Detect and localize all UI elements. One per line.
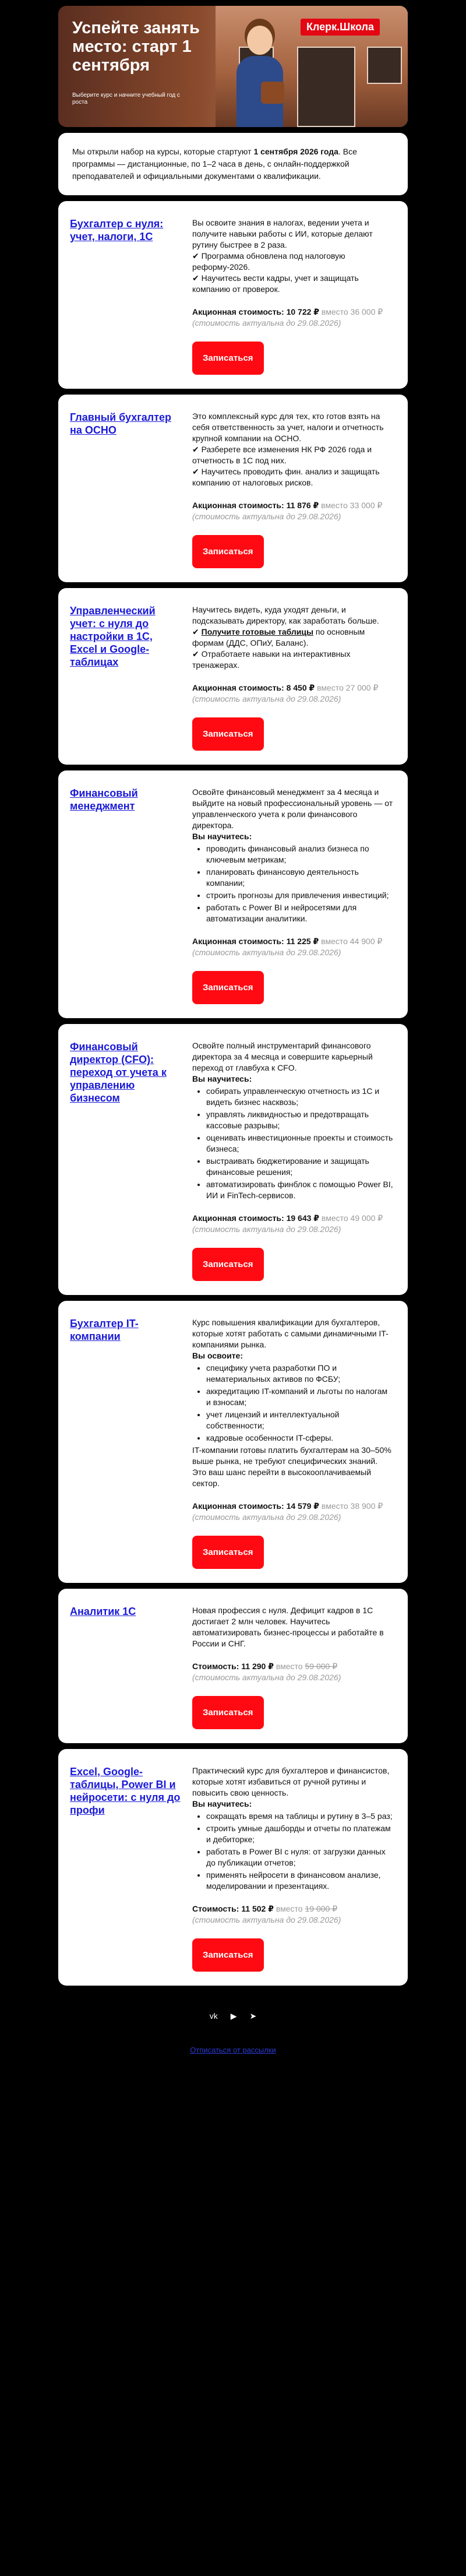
price-label: Акционная стоимость: 8 450 ₽	[192, 683, 315, 692]
list-title: Вы научитесь:	[192, 1799, 252, 1808]
list-item: • собирать управленческую отчетность из 1С и видеть бизнес насквозь;	[206, 1086, 394, 1108]
course-card	[58, 395, 408, 582]
list-item: • специфику учета разработки ПО и нематериальных активов по ФСБУ;	[206, 1363, 394, 1385]
course-details	[192, 1040, 394, 1281]
list-item: • работать в Power BI с нуля: от загрузки данных до публикации отчетов;	[206, 1846, 394, 1868]
list-item: • выстраивать бюджетирование и защищать финансовые решения;	[206, 1156, 394, 1178]
enroll-button[interactable]: Записаться	[192, 1696, 264, 1729]
course-title-link[interactable]: Бухгалтер с нуля: учет, налоги, 1С	[70, 218, 164, 242]
course-text-line: ✔ Программа обновлена под налоговую реформу-2026.	[192, 251, 345, 272]
enroll-button[interactable]: Записаться	[192, 971, 264, 1004]
list-item: • строить умные дашборды и отчеты по платежам и дебиторке;	[206, 1823, 394, 1845]
course-details	[192, 411, 394, 568]
list-item: • автоматизировать финблок с помощью Power BI, ИИ и FinTech-сервисов.	[206, 1179, 394, 1201]
course-card	[58, 1589, 408, 1743]
price-block	[192, 500, 394, 522]
school-sign: Клерк.Школа	[301, 19, 380, 36]
old-price: вместо 33 000 ₽	[319, 501, 383, 510]
price-note: (стоимость актуальна до 29.08.2026)	[192, 948, 341, 957]
old-price: вместо 44 900 ₽	[319, 937, 383, 946]
list-item: • оценивать инвестиционные проекты и стоимость бизнеса;	[206, 1132, 394, 1155]
price-block	[192, 1661, 394, 1683]
course-details	[192, 604, 394, 751]
enroll-button[interactable]: Записаться	[192, 1248, 264, 1281]
intro-date: 1 сентября 2026 года	[253, 147, 338, 156]
old-price: вместо 27 000 ₽	[315, 683, 379, 692]
price-block	[192, 936, 394, 958]
enroll-button[interactable]: Записаться	[192, 535, 264, 568]
price-note: (стоимость актуальна до 29.08.2026)	[192, 318, 341, 328]
old-price-prefix: вместо	[273, 1904, 305, 1913]
course-text-line: ✔ Получите готовые таблицы по основным формам (ДДС, ОПиУ, Баланс).	[192, 627, 365, 647]
list-item: • планировать финансовую деятельность компании;	[206, 867, 394, 889]
course-title-link[interactable]: Аналитик 1С	[70, 1606, 136, 1617]
youtube-icon[interactable]: ▶	[230, 2011, 237, 2021]
old-price: вместо 38 900 ₽	[319, 1501, 383, 1511]
course-intro: Освойте полный инструментарий финансового директора за 4 месяца и совершите карьерный переход от главбуха к CFO.	[192, 1041, 373, 1072]
course-text-line: Научитесь видеть, куда уходят деньги, и подсказывать директору, как заработать больше.	[192, 605, 379, 625]
list-item: • учет лицензий и интеллектуальной собственности;	[206, 1409, 394, 1431]
list-item: • применять нейросети в финансовом анализе, моделировании и презентациях.	[206, 1870, 394, 1892]
course-details	[192, 1317, 394, 1569]
price-note: (стоимость актуальна до 29.08.2026)	[192, 512, 341, 521]
price-block	[192, 1501, 394, 1523]
price-note: (стоимость актуальна до 29.08.2026)	[192, 1224, 341, 1234]
list-item: • кадровые особенности IT-сферы.	[206, 1433, 394, 1444]
course-title-link[interactable]: Бухгалтер IT-компании	[70, 1318, 139, 1342]
unsubscribe-link[interactable]: Отписаться от рассылки	[190, 2046, 276, 2054]
course-title-link[interactable]: Управленческий учет: с нуля до настройки в 1С, Excel и Google-таблицах	[70, 605, 156, 668]
list-item: • проводить финансовый анализ бизнеса по ключевым метрикам;	[206, 843, 394, 865]
intro-part: Мы открыли набор на курсы, которые стартуют	[72, 147, 254, 156]
window-image	[367, 47, 402, 84]
enroll-button[interactable]: Записаться	[192, 342, 264, 375]
social-links	[58, 2011, 408, 2021]
course-outro: IT-компании готовы платить бухгалтерам на 30–50% выше рынка, не требуют специфических знаний. Это ваш шанс перейти в высокооплачиваемый сектор.	[192, 1445, 391, 1488]
hero-subtitle: Выберите курс и начните учебный год с роста	[72, 92, 180, 105]
course-card	[58, 1024, 408, 1295]
course-card	[58, 588, 408, 765]
price-block	[192, 307, 394, 329]
price-label: Акционная стоимость: 11 225 ₽	[192, 937, 319, 946]
course-details	[192, 1605, 394, 1729]
course-text-line: ✔ Отработаете навыки на интерактивных тренажерах.	[192, 649, 351, 670]
course-text-line: ✔ Научитесь вести кадры, учет и защищать компанию от проверок.	[192, 273, 359, 294]
list-title: Вы освоите:	[192, 1351, 243, 1360]
course-intro: Практический курс для бухгалтеров и финансистов, которые хотят избавиться от ручной рутины и повысить свою ценность.	[192, 1766, 390, 1797]
old-price: вместо 36 000 ₽	[319, 307, 383, 316]
price-block	[192, 1903, 394, 1926]
course-text-line: ✔ Научитесь проводить фин. анализ и защищать компанию от налоговых рисков.	[192, 467, 380, 487]
price-block	[192, 682, 394, 705]
bold-phrase: Получите готовые таблицы	[201, 627, 313, 636]
course-details	[192, 217, 394, 375]
course-card	[58, 1301, 408, 1583]
course-details	[192, 787, 394, 1004]
enroll-button[interactable]: Записаться	[192, 1938, 264, 1972]
price-note: (стоимость актуальна до 29.08.2026)	[192, 1915, 341, 1924]
old-price-struck: 59 000 ₽	[305, 1662, 338, 1671]
course-card	[58, 1749, 408, 1986]
telegram-icon[interactable]: ➤	[249, 2011, 257, 2021]
list-item: • работать с Power BI и нейросетями для автоматизации аналитики.	[206, 902, 394, 924]
price-label: Акционная стоимость: 14 579 ₽	[192, 1501, 320, 1511]
course-text-line: Вы освоите знания в налогах, ведении учета и получите навыки работы с ИИ, которые делают рутину быстрее в 2 раза.	[192, 218, 373, 249]
list-title: Вы научитесь:	[192, 1074, 252, 1083]
old-price: вместо 49 000 ₽	[319, 1213, 383, 1223]
course-details	[192, 1765, 394, 1972]
old-price-prefix: вместо	[273, 1662, 305, 1671]
enroll-button[interactable]: Записаться	[192, 717, 264, 751]
course-title-link[interactable]: Главный бухгалтер на ОСНО	[70, 411, 172, 436]
list-title: Вы научитесь:	[192, 832, 252, 841]
price-label: Акционная стоимость: 19 643 ₽	[192, 1213, 320, 1223]
old-price-struck: 19 000 ₽	[305, 1904, 338, 1913]
price-label: Стоимость: 11 502 ₽	[192, 1904, 274, 1913]
hero-title: Успейте занять место: старт 1 сентября	[72, 19, 200, 75]
course-intro: Курс повышения квалификации для бухгалтеров, которые хотят работать с самыми динамичными IT-компаниями рынка.	[192, 1318, 389, 1349]
course-title-link[interactable]: Финансовый директор (CFO): переход от учета к управлению бизнесом	[70, 1041, 167, 1104]
skills-list	[206, 1811, 394, 1892]
course-card	[58, 201, 408, 389]
vk-icon[interactable]: vk	[209, 2011, 218, 2021]
course-text-line: Это комплексный курс для тех, кто готов взять на себя ответственность за учет, налоги и отчетность крупной компании на ОСНО.	[192, 411, 384, 443]
price-note: (стоимость актуальна до 29.08.2026)	[192, 694, 341, 703]
price-label: Акционная стоимость: 11 876 ₽	[192, 501, 319, 510]
course-text-line: ✔ Разберете все изменения НК РФ 2026 года и отчетность в 1С под них.	[192, 445, 372, 465]
list-item: • сокращать время на таблицы и рутину в 3–5 раз;	[206, 1811, 394, 1822]
course-card	[58, 770, 408, 1018]
student-illustration	[231, 26, 289, 127]
course-intro: Новая профессия с нуля. Дефицит кадров в 1С достигает 2 млн человек. Научитесь автоматизировать бизнес-процессы и работайте в России и СНГ.	[192, 1606, 384, 1648]
skills-list	[206, 843, 394, 924]
price-label: Стоимость: 11 290 ₽	[192, 1662, 274, 1671]
list-item: • строить прогнозы для привлечения инвестиций;	[206, 890, 394, 901]
price-note: (стоимость актуальна до 29.08.2026)	[192, 1512, 341, 1522]
list-item: • управлять ликвидностью и предотвращать кассовые разрывы;	[206, 1109, 394, 1131]
intro-part: . Все программы — дистанционные, по 1–2 часа в день, с онлайн-поддержкой преподавателей и официальными документами о квалификации.	[72, 147, 357, 181]
enroll-button[interactable]: Записаться	[192, 1536, 264, 1569]
door-image	[297, 47, 355, 127]
course-intro: Освойте финансовый менеджмент за 4 месяца и выйдите на новый профессиональный уровень — от управленческого учета к роли финансового директора.	[192, 787, 393, 830]
course-title-link[interactable]: Excel, Google-таблицы, Power BI и нейросети: с нуля до профи	[70, 1766, 181, 1816]
course-title-link[interactable]: Финансовый менеджмент	[70, 787, 138, 812]
list-item: • аккредитацию IT-компаний и льготы по налогам и взносам;	[206, 1386, 394, 1408]
skills-list	[206, 1086, 394, 1201]
skills-list	[206, 1363, 394, 1444]
intro-text	[58, 133, 408, 195]
price-note: (стоимость актуальна до 29.08.2026)	[192, 1673, 341, 1682]
hero-banner[interactable]	[58, 6, 408, 127]
price-label: Акционная стоимость: 10 722 ₽	[192, 307, 320, 316]
price-block	[192, 1213, 394, 1235]
